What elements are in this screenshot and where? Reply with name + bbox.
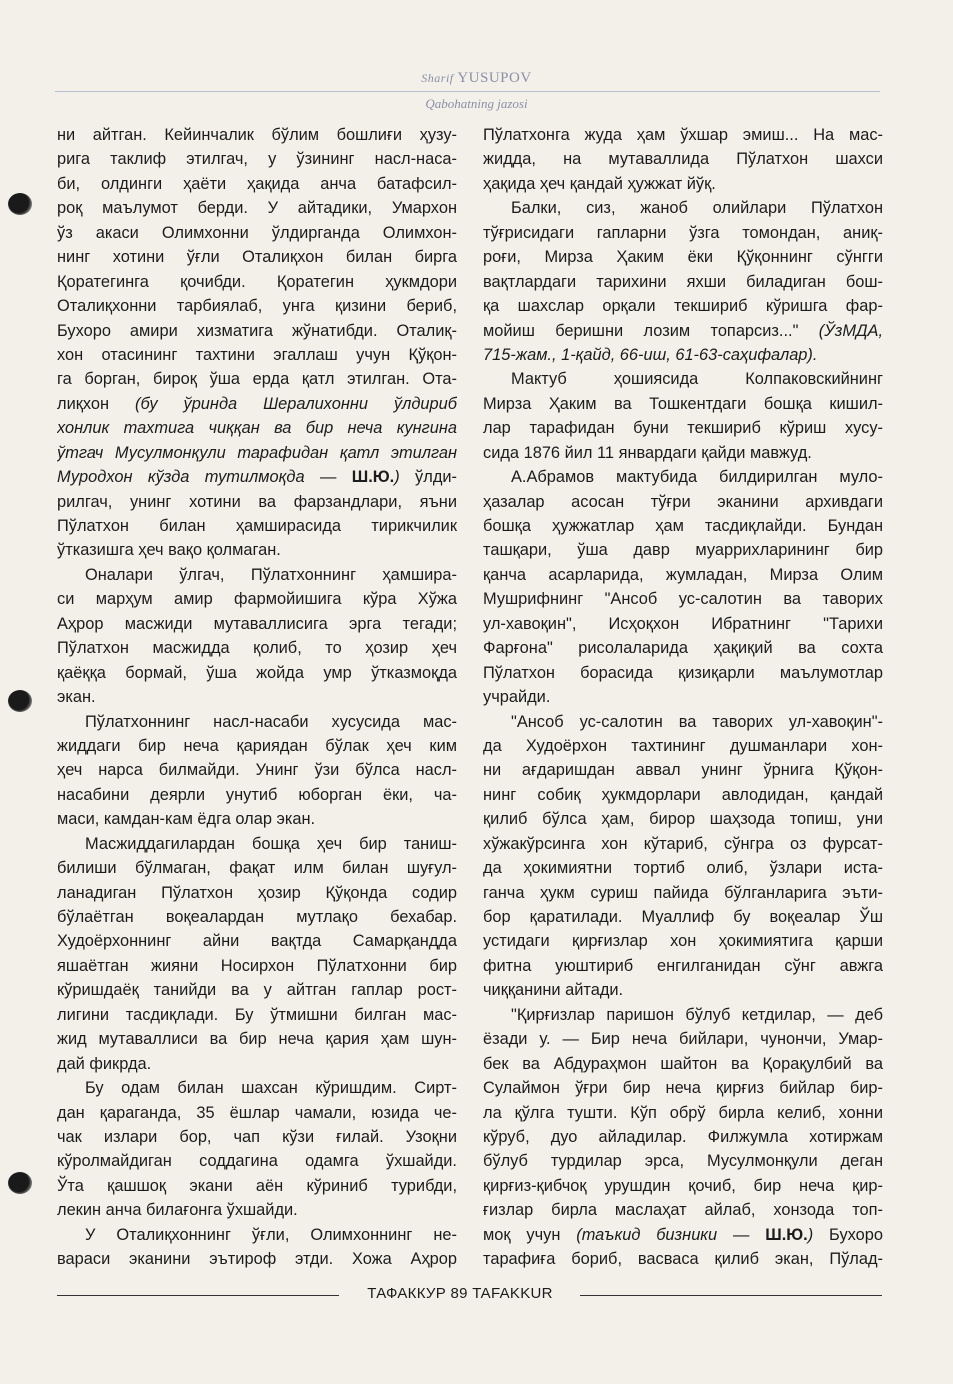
text-run: Мирза Ҳаким ва Тошкентдаги бошқа кишил- bbox=[483, 394, 883, 413]
text-line bbox=[483, 1003, 883, 1027]
header-rule bbox=[55, 91, 880, 92]
text-line bbox=[483, 587, 883, 611]
text-line bbox=[57, 1247, 457, 1271]
text-line bbox=[483, 147, 883, 171]
text-run: моқ учун bbox=[483, 1225, 577, 1244]
text-line bbox=[483, 416, 883, 440]
text-run: қилиб бўлса ҳам, бирор шаҳзода топиш, уни bbox=[483, 810, 883, 829]
text-run: ла қўлга тушти. Кўп обрў бирла келиб, хонни bbox=[483, 1103, 883, 1122]
text-line bbox=[57, 563, 457, 587]
text-run: лиқхон bbox=[57, 394, 136, 413]
text-line bbox=[483, 441, 883, 465]
text-line bbox=[57, 123, 457, 147]
text-line bbox=[57, 1223, 457, 1247]
text-line bbox=[483, 758, 883, 782]
italic-run: ўтгач Мусулмонқули тарафидан қатл этилган bbox=[57, 443, 457, 462]
text-line bbox=[483, 172, 883, 196]
text-run: ўз акаси Олимхонни ўлдирганда Олимхон- bbox=[57, 223, 457, 242]
text-line bbox=[57, 758, 457, 782]
text-run: да Худоёрхон тахтининг душманлари хон- bbox=[483, 736, 883, 755]
text-line bbox=[483, 734, 883, 758]
text-line bbox=[483, 490, 883, 514]
text-run: Фарғона" рисолаларида ҳақиқий ва сохта bbox=[483, 639, 883, 658]
text-line bbox=[57, 881, 457, 905]
text-line bbox=[57, 1125, 457, 1149]
text-run: рига таклиф этилгач, у ўзининг насл-наса- bbox=[57, 150, 457, 169]
text-run: яшаётган жияни Носирхон Пўлатхонни бир bbox=[57, 956, 457, 975]
text-run: вақтлардаги тарихини яхши биладиган бош- bbox=[483, 272, 883, 291]
text-line bbox=[57, 416, 457, 440]
text-run: Пўлатхон билан ҳамширасида тирикчилик bbox=[57, 517, 457, 535]
text-run: қирғиз-қибчоқ урушдин қочиб, бир неча қир- bbox=[483, 1176, 883, 1195]
text-run: Пўлатхон борасида қизиқарли маълумотлар bbox=[483, 663, 883, 682]
text-line bbox=[483, 1174, 883, 1198]
text-run: кўришдаёқ танийди ва у айтган гаплар рост- bbox=[57, 981, 457, 1000]
text-run: маси, камдан-кам ёдга олар экан. bbox=[57, 810, 316, 829]
text-line bbox=[483, 929, 883, 953]
text-line bbox=[57, 978, 457, 1002]
text-run: кўролмайдиган соддагина одамга ўхшайди. bbox=[57, 1152, 457, 1171]
page-footer bbox=[340, 1285, 580, 1302]
text-run: сида 1876 йил 11 январдаги қайди мавжуд. bbox=[483, 443, 812, 462]
text-run: Сулаймон ўғри бир неча қирғиз бийлар бир- bbox=[483, 1079, 883, 1098]
text-run: "Қирғизлар паришон бўлуб кетдилар, — деб bbox=[511, 1005, 883, 1024]
text-line bbox=[57, 1149, 457, 1173]
text-line bbox=[483, 1027, 883, 1051]
text-run: дан қараганда, 35 ёшлар чамали, юзида че- bbox=[57, 1103, 457, 1122]
text-run: ҳақида ҳеч қандай ҳужжат йўқ. bbox=[483, 174, 716, 193]
text-run: жидда, на мутаваллида Пўлатхон шахси bbox=[483, 150, 883, 169]
right-text-column bbox=[483, 123, 883, 1273]
text-line bbox=[57, 954, 457, 978]
text-run: жиддаги бир неча қариядан бўлак ҳеч ким bbox=[57, 736, 457, 755]
text-line bbox=[57, 1052, 457, 1076]
text-run: Пўлатхоннинг насл-насаби хусусида мас- bbox=[85, 712, 457, 731]
text-run: вараси эканини эътироф этди. Хожа Аҳрор bbox=[57, 1250, 457, 1269]
text-run: хон отасининг тахтини эгаллаш учун Қўқон- bbox=[57, 345, 457, 364]
text-run: Пўлатхон масжидда қолиб, то ҳозир ҳеч bbox=[57, 639, 457, 658]
text-run: ёзади у. — Бир неча бийлари, чунончи, Умар- bbox=[483, 1030, 883, 1049]
text-line bbox=[483, 538, 883, 562]
text-line bbox=[483, 832, 883, 856]
text-run: Мушрифнинг "Ансоб ус-салотин ва таворих bbox=[483, 590, 883, 609]
text-line bbox=[57, 734, 457, 758]
text-line bbox=[483, 294, 883, 318]
text-line bbox=[57, 319, 457, 343]
text-line bbox=[483, 514, 883, 538]
text-run: роқ маълумот берди. У айтадики, Умархон bbox=[57, 199, 457, 218]
text-line bbox=[57, 929, 457, 953]
text-line bbox=[57, 392, 457, 416]
text-run: роғи, Мирза Ҳаким ёки Қўқоннинг сўнгги bbox=[483, 248, 883, 267]
text-run: ғизлар бирла маслаҳат айлаб, хонзода топ- bbox=[483, 1201, 883, 1220]
text-run: ланадиган Пўлатхон ҳозир Қўқонда содир bbox=[57, 883, 457, 902]
text-run: Масжиддагилардан бошқа ҳеч бир таниш- bbox=[85, 834, 457, 853]
text-line bbox=[57, 221, 457, 245]
text-line bbox=[57, 905, 457, 929]
text-line bbox=[483, 1247, 883, 1271]
text-line bbox=[483, 783, 883, 807]
text-run: Ўта қашшоқ экани аён кўриниб турибди, bbox=[57, 1176, 457, 1195]
text-line bbox=[57, 587, 457, 611]
text-line bbox=[483, 710, 883, 734]
italic-run: Муродхон кўзда тутилмоқда — bbox=[57, 468, 352, 487]
text-run: лар тарафидан буни текшириб кўриш хусу- bbox=[483, 419, 883, 438]
italic-run: 715-жам., 1-қайд, 66-иш, 61-63-саҳифалар). bbox=[483, 345, 818, 364]
text-line bbox=[57, 270, 457, 294]
text-line bbox=[57, 1198, 457, 1222]
text-line bbox=[57, 783, 457, 807]
italic-run: (ЎзМДА, bbox=[818, 321, 883, 340]
text-line bbox=[57, 1076, 457, 1100]
text-line bbox=[483, 881, 883, 905]
text-line bbox=[483, 563, 883, 587]
text-run: тарафиға бориб, васваса қилиб экан, Пўлад- bbox=[483, 1250, 883, 1269]
text-line bbox=[483, 1272, 883, 1273]
text-run: фитна уюштириб енгилганидан сўнг авжга bbox=[483, 956, 883, 975]
text-line bbox=[483, 392, 883, 416]
text-line bbox=[57, 294, 457, 318]
text-line bbox=[57, 196, 457, 220]
text-run: ўлди- bbox=[399, 468, 457, 487]
text-line bbox=[483, 1052, 883, 1076]
text-line bbox=[57, 367, 457, 391]
text-run: Худоёрхоннинг айни вақтда Самарқандда bbox=[57, 932, 457, 951]
text-run: ни ағдаришдан аввал унинг ўрнига Қўқон- bbox=[483, 761, 883, 780]
text-run: хўжакўрсинга хон кўтариб, сўнгра оз фурсат- bbox=[483, 834, 883, 853]
text-run: ганча ҳукм суриш пайида бўлганларига эъти- bbox=[483, 883, 883, 902]
text-run: учрайди. bbox=[483, 688, 551, 707]
text-run: Оналари ўлгач, Пўлатхоннинг ҳамшира- bbox=[85, 565, 457, 584]
text-run: Бу одам билан шахсан кўришдим. Сирт- bbox=[85, 1079, 457, 1098]
text-run: би, олдинги ҳаёти ҳақида анча батафсил- bbox=[57, 174, 457, 193]
text-run: Пўлатхонга жуда ҳам ўхшар эмиш... На мас- bbox=[483, 126, 883, 144]
text-run: Аҳрор масжиди мутаваллисига эрга тегади; bbox=[57, 614, 457, 633]
binder-hole bbox=[8, 1172, 32, 1194]
text-line bbox=[483, 1198, 883, 1222]
text-run: "Ансоб ус-салотин ва таворих ул-хавоқин"- bbox=[511, 712, 883, 731]
text-line bbox=[57, 490, 457, 514]
text-line bbox=[57, 172, 457, 196]
text-line bbox=[483, 221, 883, 245]
text-line bbox=[483, 1125, 883, 1149]
author-last-name: YUSUPOV bbox=[457, 70, 532, 86]
text-line bbox=[57, 147, 457, 171]
text-run: чиққанини айтади. bbox=[483, 981, 624, 1000]
text-run: экан. bbox=[57, 688, 96, 707]
italic-run: (таъкид бизники — bbox=[576, 1225, 766, 1244]
text-run: бек ва Абдураҳмон шайтон ва Қорақулбий ва bbox=[483, 1054, 883, 1073]
text-run: У Оталиқхоннинг ўғли, Олимхоннинг не- bbox=[85, 1225, 457, 1244]
text-run: лекин анча билағонга ўхшайди. bbox=[57, 1201, 298, 1220]
text-line bbox=[57, 807, 457, 831]
text-run: билиши бўлмаган, фақат илм билан шуғул- bbox=[57, 859, 457, 878]
text-line bbox=[483, 954, 883, 978]
journal-name-cyrillic: ТАФАККУР bbox=[367, 1285, 447, 1302]
text-run: ўтказишга ҳеч вақо қолмаган. bbox=[57, 541, 281, 560]
text-line bbox=[57, 636, 457, 660]
text-line bbox=[57, 538, 457, 562]
text-run: бўлуб турдилар эрса, Мусулмонқули деган bbox=[483, 1152, 883, 1171]
text-run: қанча асарларида, жумладан, Мирза Олим bbox=[483, 565, 883, 584]
running-header-title: Qabohatning jazosi bbox=[425, 96, 528, 111]
text-line bbox=[483, 1223, 883, 1247]
text-line bbox=[57, 465, 457, 489]
text-run: устидаги қирғизлар хон ҳокимиятига қарши bbox=[483, 932, 883, 951]
text-line bbox=[57, 661, 457, 685]
text-run: ни айтган. Кейинчалик бўлим бошлиғи ҳузу- bbox=[57, 126, 457, 144]
text-line bbox=[483, 612, 883, 636]
text-run: Бухоро bbox=[813, 1225, 883, 1244]
bold-run: Ш.Ю. bbox=[351, 468, 395, 487]
journal-name-latin: TAFAKKUR bbox=[472, 1285, 553, 1302]
text-run: Мактуб ҳошиясида Колпаковскийнинг bbox=[511, 370, 883, 389]
text-run: Балки, сиз, жаноб олийлари Пўлатхон bbox=[511, 199, 883, 218]
text-line bbox=[483, 1076, 883, 1100]
text-line bbox=[57, 1027, 457, 1051]
text-run: чак излари бор, чап кўзи ғилай. Узоқни bbox=[57, 1127, 457, 1146]
text-run: Қоратегинга қочибди. Қоратегин ҳукмдори bbox=[57, 272, 457, 291]
text-line bbox=[483, 856, 883, 880]
text-run: кўруб, дуо айладилар. Филжумла хотиржам bbox=[483, 1127, 883, 1146]
text-line bbox=[483, 978, 883, 1002]
text-run: нинг хотини ўғли Оталиқхон билан бирга bbox=[57, 248, 457, 267]
text-run: бор қаратилади. Муаллиф бу воқеалар Ўш bbox=[483, 908, 883, 926]
text-run: бошқа ҳужжатлар ҳам тасдиқлайди. Бундан bbox=[483, 517, 883, 535]
text-run: рилгач, унинг хотини ва фарзандлари, яъни bbox=[57, 492, 457, 511]
text-line bbox=[57, 832, 457, 856]
text-run: А.Абрамов мактубида билдирилган муло- bbox=[511, 468, 883, 487]
text-line bbox=[57, 856, 457, 880]
text-run: насабини деярли унутиб юборган ёки, ча- bbox=[57, 785, 457, 804]
text-run: ул-хавоқин", Исҳоқхон Ибратнинг "Тарихи bbox=[483, 614, 883, 633]
binder-hole bbox=[8, 193, 32, 215]
author-first-name: Sharif bbox=[421, 71, 454, 85]
text-line bbox=[57, 1174, 457, 1198]
text-run: Оталиқхонни тарбиялаб, унга қизини бериб, bbox=[57, 297, 457, 316]
bold-run: Ш.Ю. bbox=[765, 1225, 808, 1244]
italic-run: ) bbox=[394, 468, 400, 487]
text-line bbox=[57, 441, 457, 465]
text-run: га борган, бироқ ўша ерда қатл этилган. Ота- bbox=[57, 370, 457, 389]
text-line bbox=[483, 1149, 883, 1173]
italic-run: ) bbox=[807, 1225, 814, 1244]
text-line bbox=[483, 319, 883, 343]
left-text-column bbox=[57, 123, 457, 1273]
text-line bbox=[483, 807, 883, 831]
text-line bbox=[483, 343, 883, 367]
text-run: бўлаётган воқеалардан мутлақо бехабар. bbox=[57, 908, 457, 926]
text-line bbox=[483, 1101, 883, 1125]
text-line bbox=[483, 465, 883, 489]
text-line bbox=[57, 612, 457, 636]
text-line bbox=[483, 685, 883, 709]
text-line bbox=[483, 661, 883, 685]
text-line bbox=[483, 123, 883, 147]
text-run: тўғрисидаги гапларни ўзга томондан, аниқ- bbox=[483, 223, 883, 242]
page-number: 89 bbox=[450, 1285, 468, 1302]
text-line bbox=[483, 245, 883, 269]
text-run: дай фикрда. bbox=[57, 1054, 152, 1073]
text-run: қа шахслар орқали текшириб кўришга фар- bbox=[483, 297, 883, 316]
text-line bbox=[483, 905, 883, 929]
text-run: ҳеч нарса билмайди. Унинг ўзи бўлса насл- bbox=[57, 761, 457, 780]
text-run: да ҳокимиятни тортиб олиб, ўзлари иста- bbox=[483, 859, 883, 878]
text-line bbox=[483, 270, 883, 294]
footer-rule-left bbox=[57, 1295, 339, 1296]
text-line bbox=[57, 245, 457, 269]
running-header-author bbox=[0, 70, 953, 87]
text-run: қаёққа бормай, ўша жойда умр ўтказмоқда bbox=[57, 663, 457, 682]
italic-run: хонлик тахтига чиққан ва бир неча кунгина bbox=[57, 419, 457, 438]
text-run: ташқари, ўша давр муаррихларининг бир bbox=[483, 541, 883, 560]
text-line bbox=[57, 685, 457, 709]
binder-hole bbox=[8, 690, 32, 712]
text-run: лигини тасдиқлади. Бу ўтмишни билган мас- bbox=[57, 1005, 457, 1024]
text-run: нинг собиқ ҳукмдорлари авлодидан, қандай bbox=[483, 785, 883, 804]
text-line bbox=[57, 343, 457, 367]
italic-run: (бу ўринда Шералихонни ўлдириб bbox=[135, 394, 457, 413]
text-line bbox=[57, 710, 457, 734]
text-line bbox=[57, 514, 457, 538]
footer-rule-right bbox=[580, 1295, 882, 1296]
text-run: мойиш беришни лозим топарсиз..." bbox=[483, 321, 819, 340]
text-line bbox=[57, 1003, 457, 1027]
text-run: ҳазалар асосан тўғри эканини архивдаги bbox=[483, 492, 883, 511]
text-line bbox=[483, 636, 883, 660]
text-run: жид мутаваллиси ва бир неча қария ҳам шун- bbox=[57, 1030, 457, 1049]
text-line bbox=[57, 1272, 457, 1273]
text-run: си марҳум амир фармойишига кўра Хўжа bbox=[57, 590, 457, 609]
text-line bbox=[57, 1101, 457, 1125]
text-line bbox=[483, 367, 883, 391]
text-line bbox=[483, 196, 883, 220]
text-run: Бухоро амири хизматига жўнатибди. Оталиқ- bbox=[57, 321, 457, 340]
